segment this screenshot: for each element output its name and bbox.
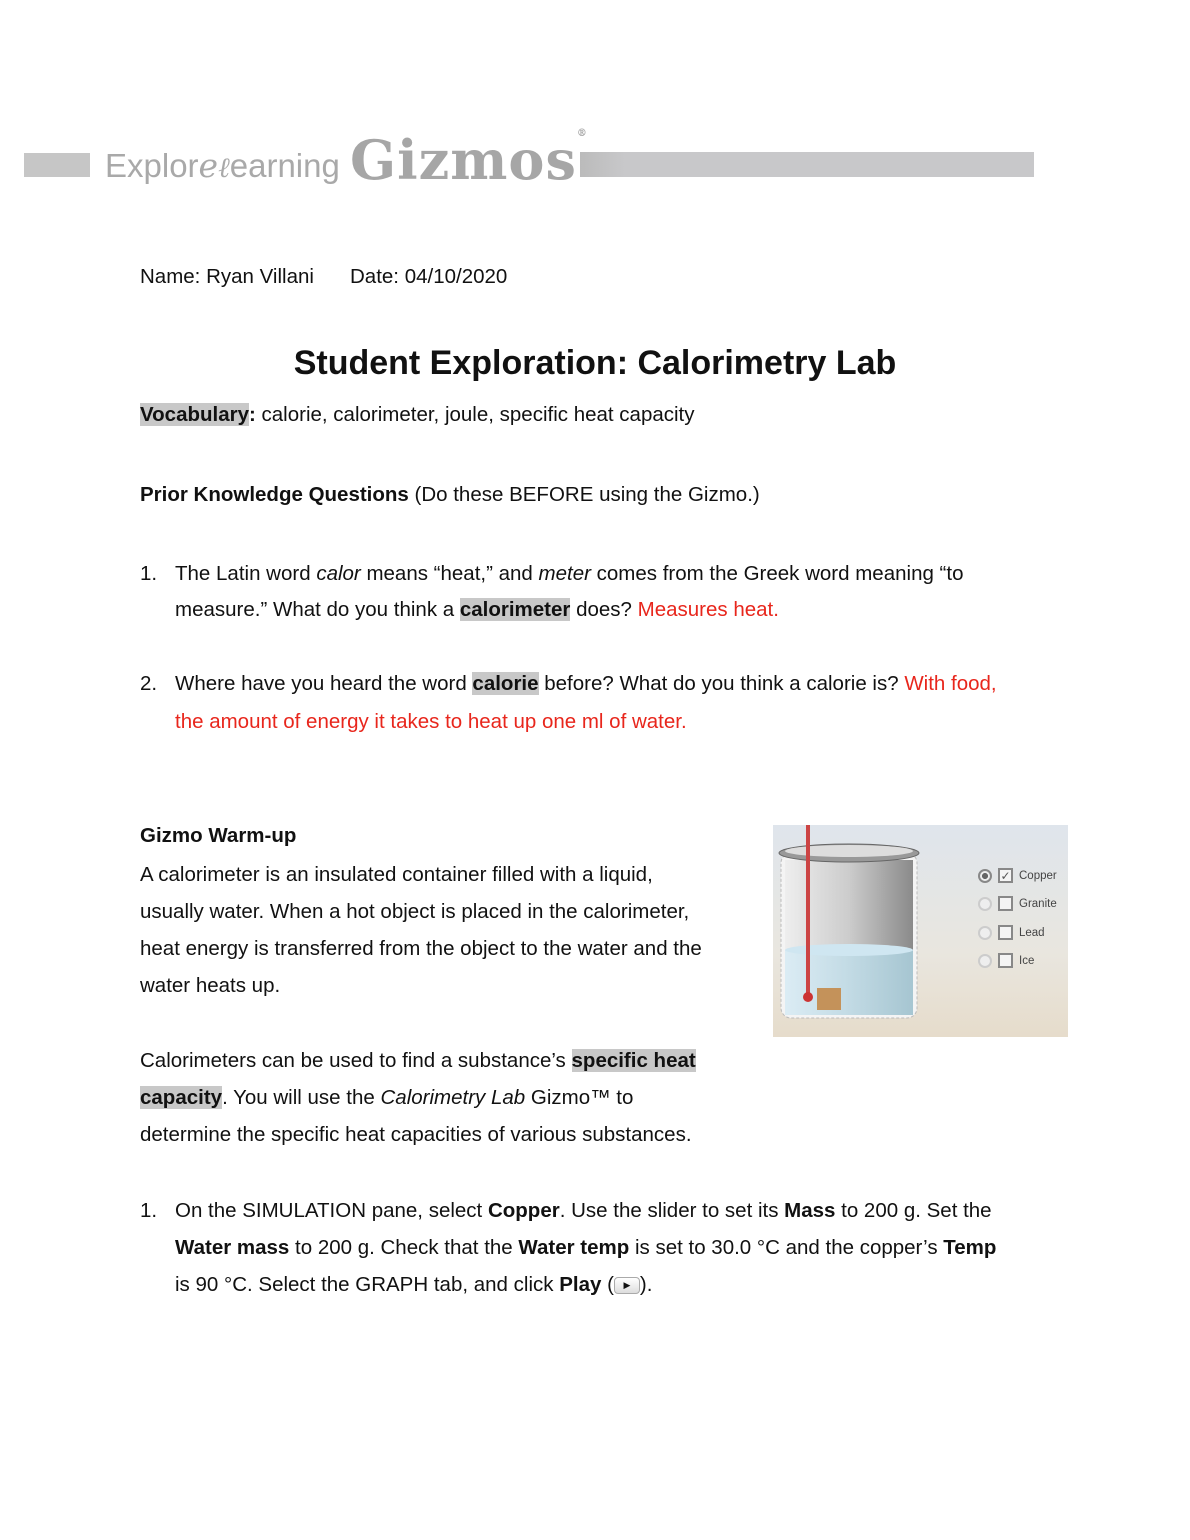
- warmup-paragraph-line: determine the specific heat capacities of various substances.: [140, 1123, 692, 1146]
- question-text: is 90 °C. Select the GRAPH tab, and click Play ( ▶ ).: [175, 1273, 653, 1296]
- logo-bar-left: [24, 153, 90, 177]
- logo-brand: Exploreℓearning: [105, 146, 340, 185]
- checkbox[interactable]: ✓: [998, 868, 1013, 883]
- vocabulary: Vocabulary: calorie, calorimeter, joule, specific heat capacity: [140, 403, 695, 426]
- play-icon: ▶: [614, 1277, 640, 1294]
- question-number: 2.: [140, 672, 158, 695]
- calorimeter-icon: [773, 825, 953, 1037]
- date: Date: 04/10/2020: [350, 265, 508, 288]
- option-lead[interactable]: Lead: [978, 925, 1045, 940]
- option-granite[interactable]: Granite: [978, 896, 1057, 911]
- question-text: measure.” What do you think a calorimeter does? Measures heat.: [175, 598, 779, 621]
- warmup-paragraph-line: A calorimeter is an insulated container filled with a liquid,: [140, 863, 653, 886]
- radio-button[interactable]: [978, 954, 992, 968]
- warmup-paragraph-line: usually water. When a hot object is placed in the calorimeter,: [140, 900, 690, 923]
- radio-button[interactable]: [978, 926, 992, 940]
- calorimeter-simulation-image: [773, 825, 1068, 1037]
- radio-button[interactable]: [978, 897, 992, 911]
- warmup-paragraph-line: Calorimeters can be used to find a substance’s specific heat: [140, 1049, 696, 1072]
- question-text: Water mass to 200 g. Check that the Water temp is set to 30.0 °C and the copper’s Temp: [175, 1236, 997, 1259]
- logo-product: Gizmos®: [350, 128, 588, 192]
- answer-text: the amount of energy it takes to heat up one ml of water.: [175, 710, 687, 733]
- student-name: Name: Ryan Villani: [140, 265, 314, 288]
- question-number: 1.: [140, 1199, 158, 1222]
- warmup-paragraph-line: water heats up.: [140, 974, 281, 997]
- warmup-paragraph-line: capacity. You will use the Calorimetry Lab Gizmo™ to: [140, 1086, 634, 1109]
- option-copper[interactable]: ✓ Copper: [978, 868, 1057, 883]
- option-ice[interactable]: Ice: [978, 953, 1034, 968]
- question-text: On the SIMULATION pane, select Copper. Use the slider to set its Mass to 200 g. Set the: [175, 1199, 992, 1222]
- question-text: Where have you heard the word calorie before? What do you think a calorie is? With food,: [175, 672, 997, 695]
- radio-button[interactable]: [978, 869, 992, 883]
- logo-bar-right: [580, 152, 1034, 177]
- question-number: 1.: [140, 562, 158, 585]
- answer-text: With food,: [904, 672, 997, 695]
- question-text: The Latin word calor means “heat,” and meter comes from the Greek word meaning “to: [175, 562, 964, 585]
- warmup-paragraph-line: heat energy is transferred from the object to the water and the: [140, 937, 702, 960]
- checkbox[interactable]: [998, 896, 1013, 911]
- warmup-heading: Gizmo Warm-up: [140, 824, 297, 847]
- prior-knowledge-heading: Prior Knowledge Questions (Do these BEFORE using the Gizmo.): [140, 483, 760, 506]
- answer-text: Measures heat.: [637, 598, 779, 621]
- page-title: Student Exploration: Calorimetry Lab: [293, 344, 897, 382]
- checkbox[interactable]: [998, 925, 1013, 940]
- checkbox[interactable]: [998, 953, 1013, 968]
